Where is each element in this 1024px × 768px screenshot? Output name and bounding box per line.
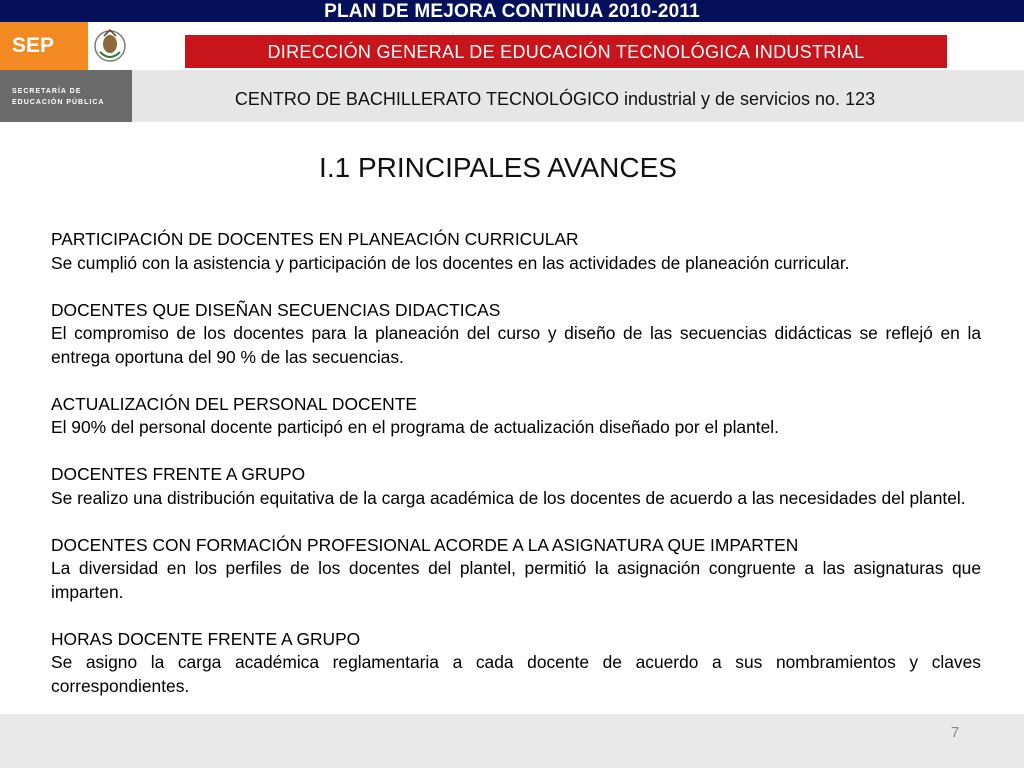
item-text: El compromiso de los docentes para la planeación del curso y diseño de las secuencias didácticas se reflejó en la entrega oportuna del 90 % de las secuencias. bbox=[51, 323, 981, 367]
item-heading: DOCENTES CON FORMACIÓN PROFESIONAL ACORDE A LA ASIGNATURA QUE IMPARTEN bbox=[51, 534, 799, 555]
school-subtitle: CENTRO DE BACHILLERATO TECNOLÓGICO industrial y de servicios no. 123 bbox=[234, 89, 876, 109]
sep-logo-caption bbox=[0, 70, 132, 122]
item-heading: ACTUALIZACIÓN DEL PERSONAL DOCENTE bbox=[51, 393, 417, 414]
item-text: La diversidad en los perfiles de los docentes del plantel, permitió la asignación congruente a las asignaturas que imparten. bbox=[51, 558, 981, 602]
top-title: PLAN DE MEJORA CONTINUA 2010-2011 bbox=[324, 1, 700, 22]
section-title: I.1 PRINCIPALES AVANCES bbox=[319, 152, 677, 183]
item-heading: DOCENTES QUE DISEÑAN SECUENCIAS DIDACTICAS bbox=[51, 299, 501, 320]
list-item bbox=[51, 534, 981, 605]
advances-list bbox=[51, 228, 981, 722]
item-text: El 90% del personal docente participó en el programa de actualización diseñado por el plantel. bbox=[51, 417, 779, 437]
eagle-seal-icon bbox=[88, 22, 132, 70]
sep-logo-text: SEP bbox=[12, 34, 55, 57]
national-seal-logo bbox=[88, 22, 132, 70]
item-text: Se realizo una distribución equitativa de la carga académica de los docentes de acuerdo a las necesidades del plantel. bbox=[51, 487, 966, 508]
logo-caption-line1: SECRETARÍA DE bbox=[12, 88, 82, 95]
sep-logo bbox=[0, 22, 88, 70]
top-title-bar bbox=[0, 0, 1024, 22]
direction-banner bbox=[185, 35, 947, 68]
list-item bbox=[51, 393, 981, 440]
item-heading: HORAS DOCENTE FRENTE A GRUPO bbox=[51, 628, 361, 649]
item-heading: PARTICIPACIÓN DE DOCENTES EN PLANEACIÓN CURRICULAR bbox=[51, 229, 579, 249]
direction-banner-text: DIRECCIÓN GENERAL DE EDUCACIÓN TECNOLÓGICA INDUSTRIAL bbox=[267, 42, 865, 62]
list-item bbox=[51, 228, 981, 275]
item-text: Se cumplió con la asistencia y participación de los docentes en las actividades de planeación curricular. bbox=[51, 252, 850, 273]
item-text: Se asigno la carga académica reglamentaria a cada docente de acuerdo a sus nombramientos y claves correspondientes. bbox=[51, 652, 981, 696]
list-item bbox=[51, 463, 981, 510]
logo-caption-line2: EDUCACIÓN PÚBLICA bbox=[12, 99, 105, 106]
footer-band bbox=[0, 714, 1024, 768]
item-heading: DOCENTES FRENTE A GRUPO bbox=[51, 464, 306, 484]
page-number: 7 bbox=[950, 724, 960, 741]
list-item bbox=[51, 628, 981, 699]
list-item bbox=[51, 299, 981, 370]
